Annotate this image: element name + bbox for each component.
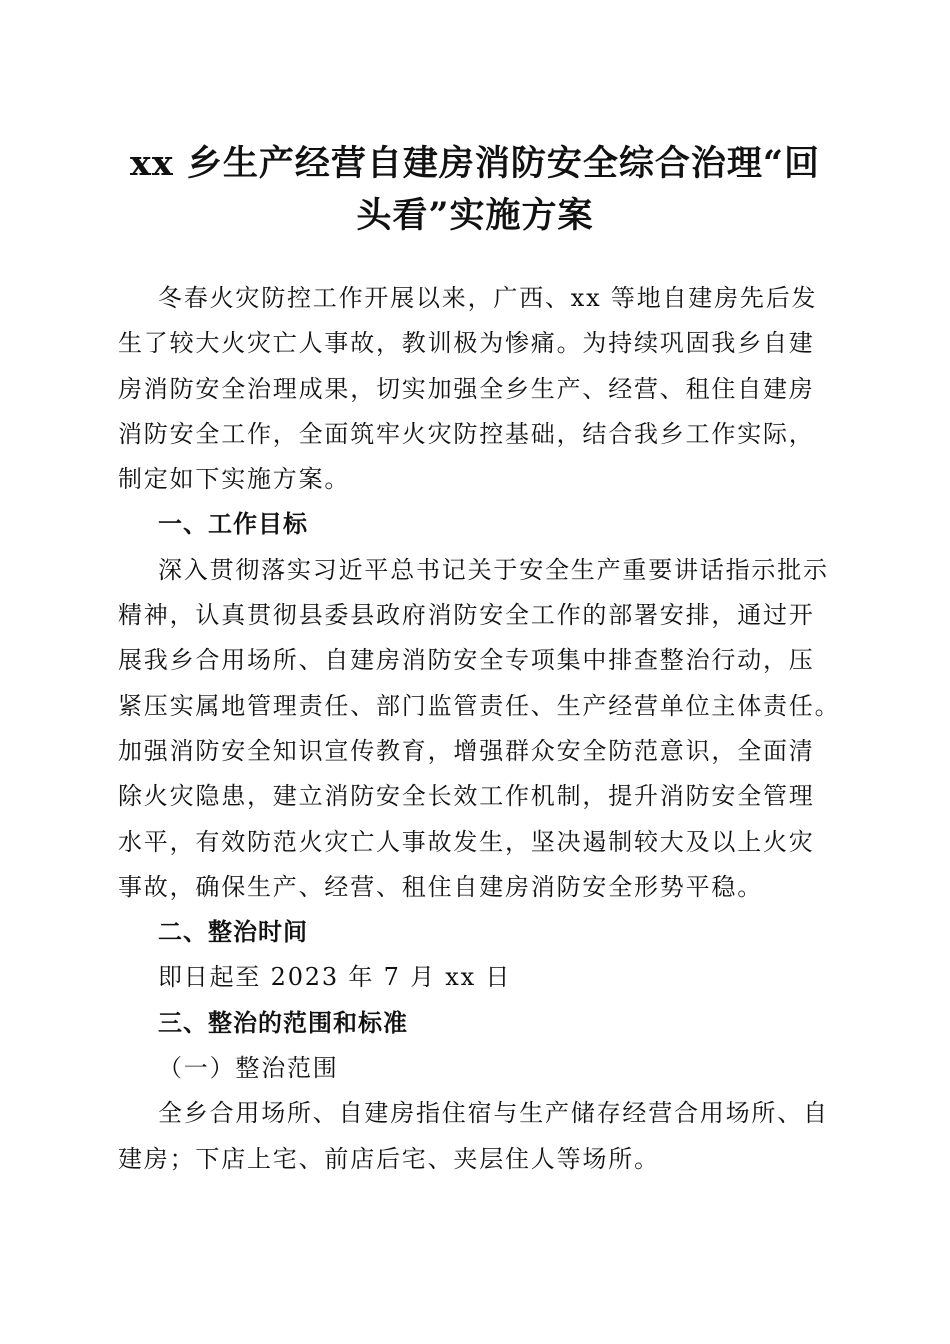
document-body xyxy=(118,276,841,1182)
paragraph-line: 深入贯彻落实习近平总书记关于安全生产重要讲话指示批示 xyxy=(158,555,829,584)
section-heading: 三、整治的范围和标准 xyxy=(158,1008,408,1037)
title-line: 头看”实施方案 xyxy=(356,195,594,236)
paragraph-line: 房消防安全治理成果，切实加强全乡生产、经营、租住自建房 xyxy=(118,374,815,403)
paragraph-line: 水平，有效防范火灾亡人事故发生，坚决遏制较大及以上火灾 xyxy=(118,827,815,856)
paragraph-line: 冬春火灾防控工作开展以来，广西、xx 等地自建房先后发 xyxy=(158,284,818,312)
paragraph-line: 生了较大火灾亡人事故，教训极为惨痛。为持续巩固我乡自建 xyxy=(118,329,815,358)
paragraph-line: 精神，认真贯彻县委县政府消防安全工作的部署安排，通过开 xyxy=(118,601,815,630)
paragraph-line: 除火灾隐患，建立消防安全长效工作机制，提升消防安全管理 xyxy=(118,782,815,811)
paragraph-line: 消防安全工作，全面筑牢火灾防控基础，结合我乡工作实际， xyxy=(118,419,815,448)
paragraph-line: 即日起至 2023 年 7 月 xx 日 xyxy=(158,963,512,992)
paragraph-line: 事故，确保生产、经营、租住自建房消防安全形势平稳。 xyxy=(118,872,763,901)
title-line: xx 乡生产经营自建房消防安全综合治理“回 xyxy=(129,143,821,184)
paragraph-line: 全乡合用场所、自建房指住宿与生产储存经营合用场所、自 xyxy=(158,1099,829,1128)
paragraph-line: 紧压实属地管理责任、部门监管责任、生产经营单位主体责任。 xyxy=(118,691,841,720)
paragraph-line: 展我乡合用场所、自建房消防安全专项集中排查整治行动，压 xyxy=(118,646,815,675)
section-heading: 二、整治时间 xyxy=(158,918,308,947)
paragraph-line: 加强消防安全知识宣传教育，增强群众安全防范意识，全面清 xyxy=(118,736,815,765)
subsection-heading: （一）整治范围 xyxy=(158,1054,339,1083)
document-title xyxy=(110,138,840,242)
paragraph-line: 建房；下店上宅、前店后宅、夹层住人等场所。 xyxy=(118,1144,660,1173)
section-heading: 一、工作目标 xyxy=(158,510,308,539)
paragraph-line: 制定如下实施方案。 xyxy=(118,465,351,494)
